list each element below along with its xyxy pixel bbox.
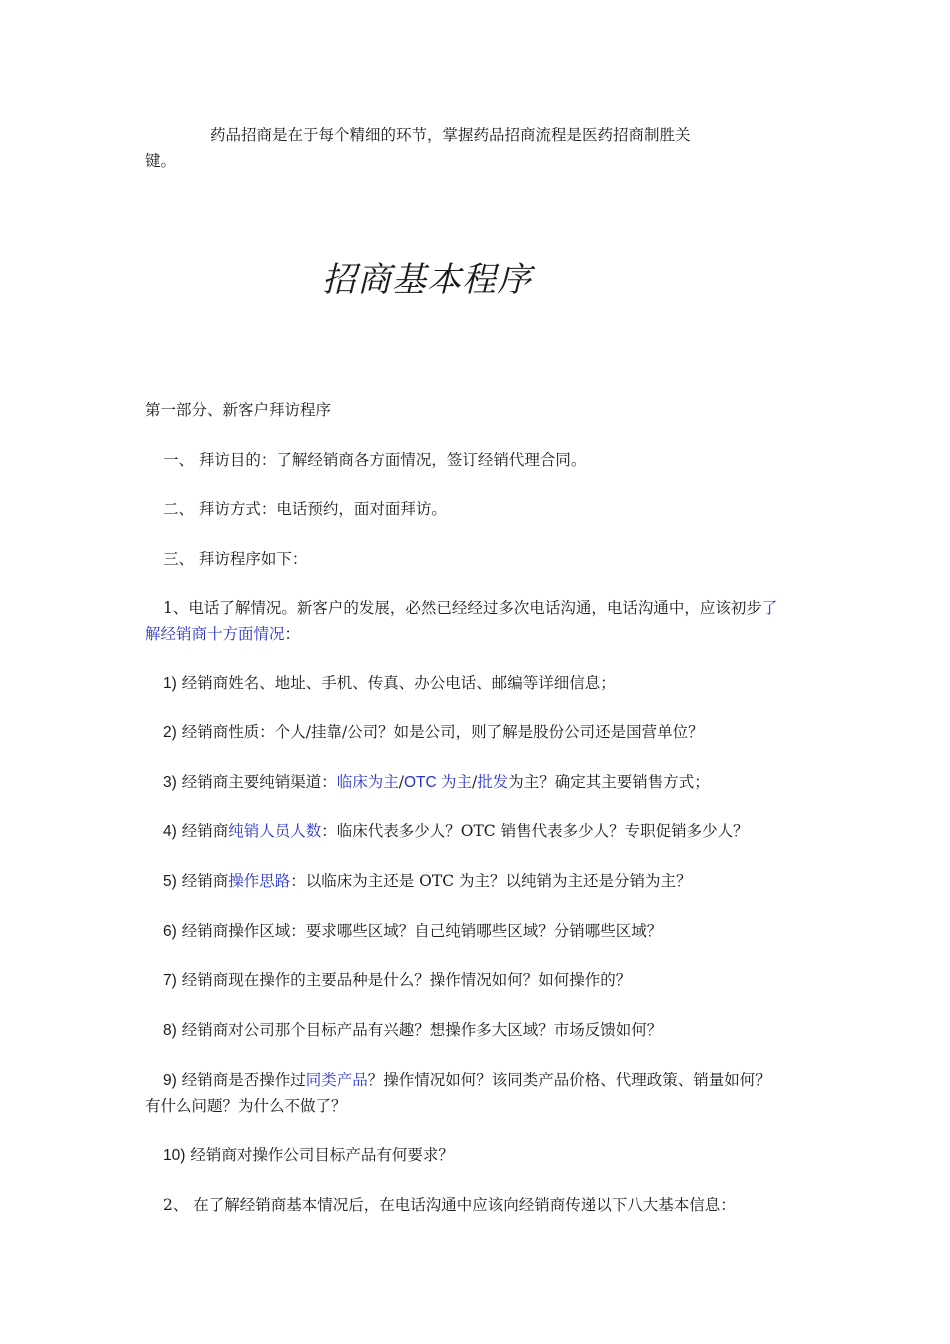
list-item-text: 经销商 [176, 872, 229, 890]
list-item [163, 769, 828, 796]
list-item-text: ？操作情况如何？该同类产品价格、代理政策、销量如何？ [367, 1071, 771, 1089]
list-item-number: 6) [163, 923, 177, 940]
list-item-text: ：以临床为主还是 OTC 为主？以纯销为主还是分销为主？ [290, 872, 692, 890]
step1-text: 1、电话了解情况。新客户的发展，必然已经经过多次电话沟通，电话沟通中，应该初步 [163, 599, 762, 617]
list-item-number: 8) [163, 1022, 177, 1039]
list-item-text: 经销商是否操作过 [176, 1071, 306, 1089]
step2-text: 在了解经销商基本情况后，在电话沟通中应该向经销商传递以下八大基本信息： [188, 1196, 736, 1214]
page-title: 招商基本程序 [322, 260, 532, 300]
intro-line-1: 药品招商是在于每个精细的环节，掌握药品招商流程是医药招商制胜关 [210, 126, 691, 144]
list-item-text: 经销商 [176, 822, 229, 840]
list-item-number: 9) [163, 1072, 177, 1089]
list-item-text: 经销商操作区域：要求哪些区域？自己纯销哪些区域？分销哪些区域？ [176, 922, 663, 940]
list-item-text: 经销商对操作公司目标产品有何要求？ [185, 1146, 454, 1164]
list-item [163, 670, 828, 697]
list-item-number: 2) [163, 724, 177, 741]
list-item [163, 868, 828, 895]
step2-line [163, 1192, 828, 1219]
list-item [163, 1142, 828, 1169]
list-item [163, 1017, 828, 1044]
step2-number: 2、 [163, 1196, 189, 1214]
sales-staff-count-link[interactable]: 纯销人员人数 [228, 822, 322, 840]
list-item-text: 为主？确定其主要销售方式； [508, 773, 710, 791]
list-item-number: 1) [163, 675, 177, 692]
list-item [163, 719, 828, 746]
list-item-continuation: 有什么问题？为什么不做了？ [145, 1097, 347, 1115]
list-item-text: 经销商主要纯销渠道： [176, 773, 337, 791]
visit-method: 二、 拜访方式：电话预约，面对面拜访。 [163, 500, 447, 518]
separator: / [398, 773, 404, 791]
otc-link[interactable]: OTC 为主 [403, 774, 473, 791]
list-item-text: 经销商对公司那个目标产品有兴趣？想操作多大区域？市场反馈如何？ [176, 1021, 663, 1039]
list-item-text: 经销商姓名、地址、手机、传真、办公电话、邮编等详细信息； [176, 674, 616, 692]
list-item-number: 3) [163, 774, 177, 791]
list-item-number: 10) [163, 1147, 186, 1164]
clinical-link[interactable]: 临床为主 [336, 773, 399, 791]
dealer-ten-aspects-link[interactable]: 解经销商十方面情况 [145, 625, 285, 643]
list-item-text: 经销商现在操作的主要品种是什么？操作情况如何？如何操作的？ [176, 971, 632, 989]
list-item [163, 1067, 828, 1094]
visit-procedure: 三、 拜访程序如下： [163, 550, 308, 568]
list-item [163, 967, 828, 994]
step1-colon: ： [284, 625, 301, 643]
intro-line-2: 键。 [145, 152, 177, 170]
similar-products-link[interactable]: 同类产品 [305, 1071, 368, 1089]
visit-purpose: 一、 拜访目的：了解经销商各方面情况，签订经销代理合同。 [163, 451, 587, 469]
wholesale-link[interactable]: 批发 [477, 773, 509, 791]
list-item-text: 经销商性质：个人/挂靠/公司？如是公司，则了解是股份公司还是国营单位？ [176, 723, 704, 741]
step1-line-1 [163, 595, 828, 622]
separator: / [472, 773, 478, 791]
list-item-text: ：临床代表多少人？OTC 销售代表多少人？专职促销多少人？ [321, 822, 749, 840]
list-item-number: 7) [163, 972, 177, 989]
step1-line-2 [145, 621, 810, 648]
list-item-number: 4) [163, 823, 177, 840]
step1-link-start[interactable]: 了 [761, 599, 778, 617]
list-item [163, 818, 828, 845]
list-item-number: 5) [163, 873, 177, 890]
operating-approach-link[interactable]: 操作思路 [228, 872, 291, 890]
part1-heading: 第一部分、新客户拜访程序 [145, 401, 332, 419]
list-item [163, 918, 828, 945]
